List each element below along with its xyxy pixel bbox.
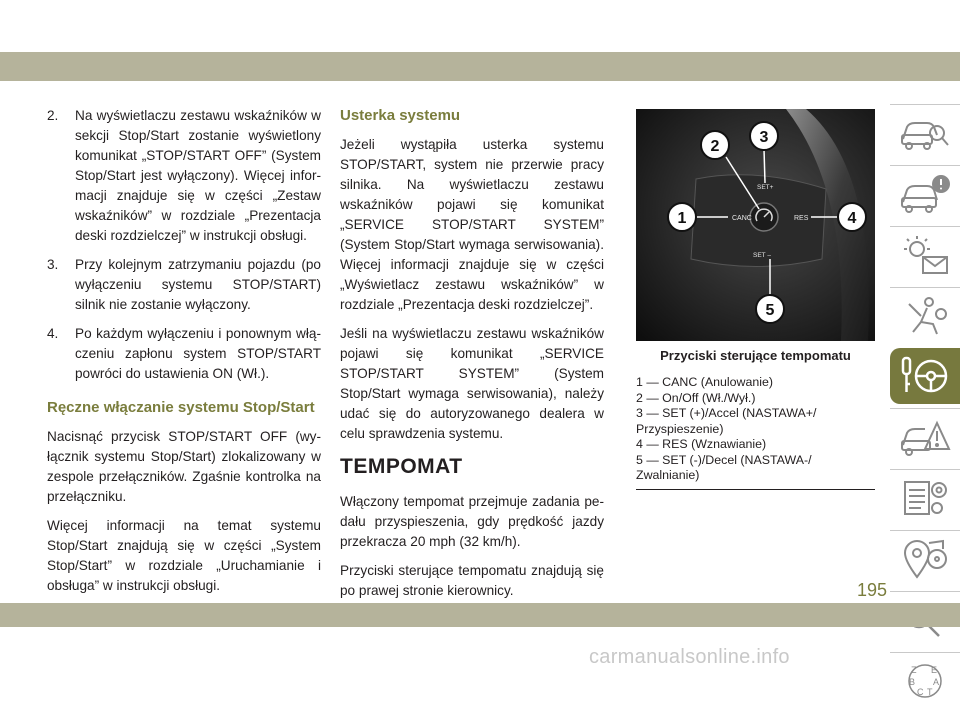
seated-person-airbag-icon [899,294,951,338]
callout-3 [750,122,778,150]
legend-item: 3 — SET (+)/Accel (NASTAWA+/ Przyspieszenie) [636,406,817,436]
paragraph: Przyciski sterujące tempomatu znajdują się po prawej stronie kierownicy. [340,563,604,598]
legend-item: 5 — SET (-)/Decel (NASTAWA-/ Zwalnianie) [636,452,812,482]
list-item [47,106,321,246]
tab-car-hazard[interactable] [890,408,960,465]
svg-text:5: 5 [765,302,775,319]
legend-item: 2 — On/Off (Wł./Wył.) [636,390,756,405]
list-text: Przy kolejnym zatrzymaniu pojazdu (po wyłączeniu systemu STOP/START) silnik nie zostanie wyłączony. [75,257,321,312]
car-warning-icon [899,172,951,216]
car-hazard-icon [899,415,951,459]
left-column [47,106,321,605]
tab-location-media[interactable] [890,530,960,587]
key-steering-wheel-icon [899,354,951,398]
list-number: 4. [47,326,59,341]
language-index-icon [899,659,951,703]
paragraph: Włączony tempomat przejmuje zadania pedału przyspieszenia, gdy prędkość jazdy przekracza 20 mph (32 km/h). [340,494,604,549]
header-band [0,52,960,81]
svg-text:1: 1 [677,210,687,227]
legend-item: 1 — CANC (Anulowanie) [636,375,774,389]
section-heading: Usterka systemu [340,107,461,124]
svg-text:2: 2 [710,138,720,155]
svg-text:A: A [933,677,940,687]
callout-4 [838,203,866,231]
tab-language-index[interactable] [890,652,960,709]
tab-starting-driving[interactable] [890,348,960,404]
location-media-icon [899,537,951,581]
list-item [47,324,321,384]
tab-service-checklist[interactable] [890,469,960,526]
page-number: 195 [857,580,888,600]
canc-label: CANC [732,215,752,222]
set-minus-label: SET – [753,252,771,259]
callout-5 [756,295,784,323]
steering-wheel-controls-image [636,109,875,341]
set-plus-label: SET+ [757,184,774,191]
chapter-title: TEMPOMAT [340,455,463,478]
legend-item: 4 — RES (Wznawianie) [636,437,767,451]
tab-light-message[interactable] [890,226,960,283]
list-number: 2. [47,108,59,123]
svg-text:4: 4 [847,210,857,227]
svg-text:T: T [927,687,933,697]
svg-text:E: E [931,665,938,675]
res-label: RES [794,215,809,222]
callout-1 [668,203,696,231]
list-item [47,255,321,315]
figure-caption: Przyciski sterujące tempomatu [660,348,851,363]
tab-seated-person-airbag[interactable] [890,287,960,344]
paragraph: Jeżeli wystąpiła usterka systemu STOP/START, system nie przerwie pracy silnika. Na wyświetlaczu zestawu wskaźników pojawi się komunikat „SERVICE STOP/START SYSTEM” (System Stop/Start wymaga serwisowania). Więcej informacji znajduje się w części „Wyświetlacz zestawu wskaźników” w rozdziale „Prezentacja deski rozdzielczej”. [340,137,604,312]
svg-text:Z: Z [911,665,917,675]
service-checklist-icon [899,476,951,520]
section-heading: Ręczne włączanie systemu Stop/Start [47,399,315,416]
list-number: 3. [47,257,59,272]
figure-legend [636,375,875,490]
footer-band [0,603,960,627]
svg-text:C: C [917,687,924,697]
paragraph: Więcej informacji na temat systemu Stop/Start znajdują się w części „System Stop/Start” w rozdziale „Uruchamianie i obsługa” w instrukcji obsługi. [47,518,321,593]
svg-text:3: 3 [759,129,769,146]
paragraph: Jeśli na wyświetlaczu zestawu wskaźników pojawi się komunikat „SERVICE STOP/START SYSTEM” (System Stop/Start wymaga serwisowania), należy udać się do autoryzowanego dealera w celu sprawdzenia systemu. [340,326,604,441]
light-message-icon [899,233,951,277]
tab-car-magnifier[interactable] [890,104,960,161]
list-text: Na wyświetlaczu zestawu wskaźników w sekcji Stop/Start zostanie wyświetlony komunikat „STOP/START OFF” (System Stop/Start jest wyłączony). Więcej informacji znajduje się w części „Zestaw wskaźników” w rozdziale „Prezentacja deski rozdzielczej” w instrukcji obsługi. [75,108,321,243]
watermark[interactable]: carmanualsonline.info [589,646,790,668]
middle-column [340,106,604,610]
list-text: Po każdym wyłączeniu i ponownym włączeniu zapłonu system STOP/START powróci do ustawienia ON (Wł.). [75,326,321,381]
paragraph: Nacisnąć przycisk STOP/START OFF (wyłącznik systemu Stop/Start) zlokalizowany w zespole przełączników. Zgaśnie kontrolka na przełączniku. [47,429,321,504]
svg-text:B: B [909,677,916,687]
callout-2 [701,131,729,159]
car-magnifier-icon [899,111,951,155]
tab-car-warning[interactable] [890,165,960,222]
